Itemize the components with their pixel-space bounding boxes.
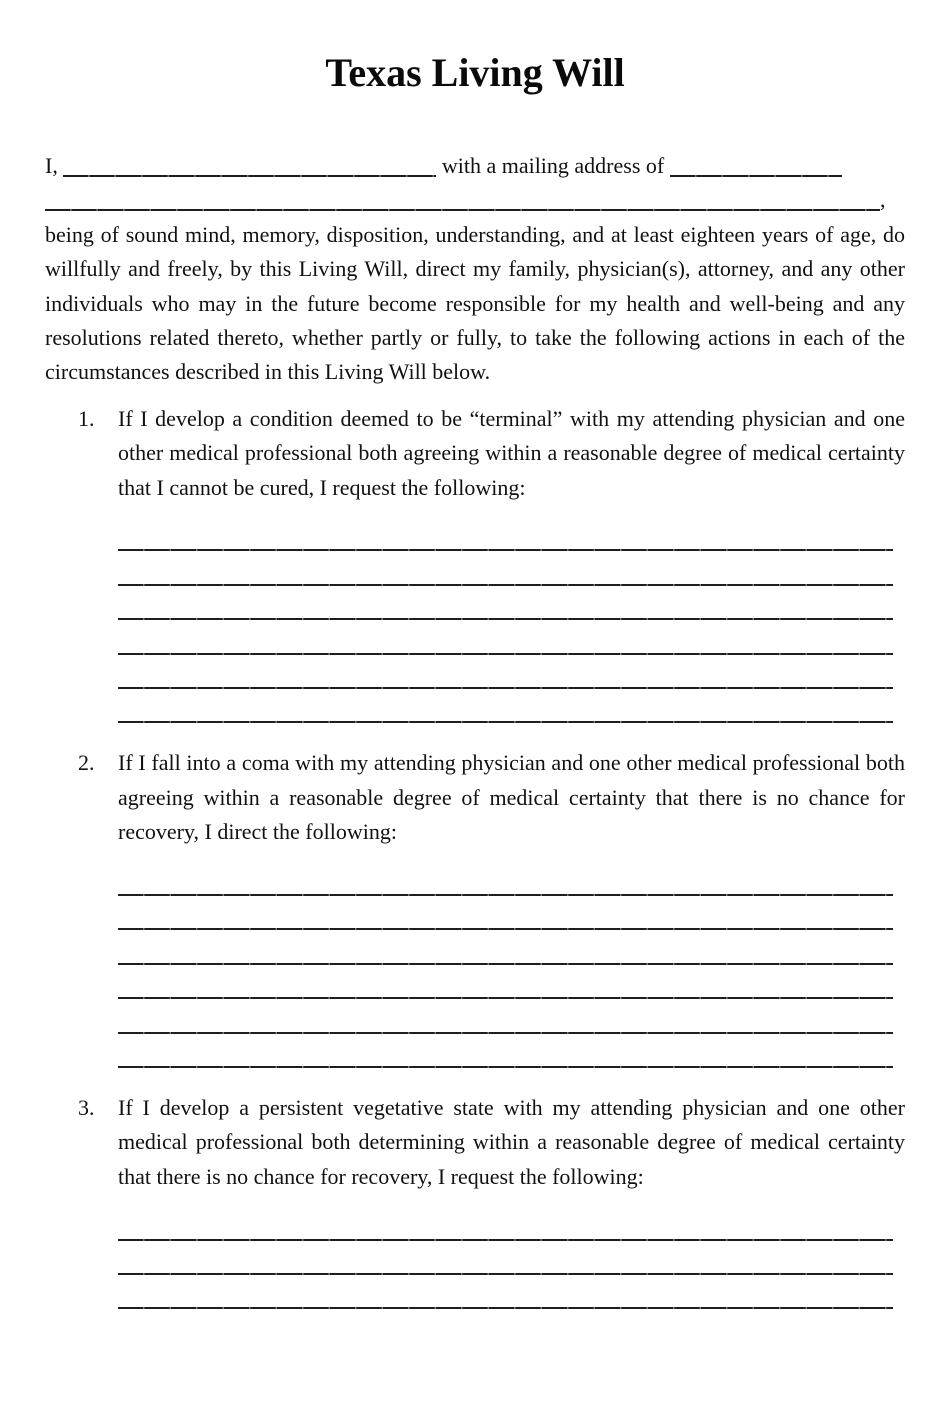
directive-item-row [45,402,905,505]
trailing-comma: , [880,187,886,213]
directive-item-row [45,1091,905,1194]
opening-paragraph [45,149,905,390]
directive-item-row [45,746,905,849]
directive-item [45,402,905,724]
item-number: 2. [78,750,95,776]
document-page [0,50,950,1420]
response-blank-lines [45,517,905,723]
response-blank-line [118,689,893,723]
directive-item [45,746,905,1068]
response-blank-line [118,999,893,1033]
directive-list [45,402,905,1310]
response-blank-line [118,1241,893,1275]
item-number: 3. [78,1094,95,1120]
response-blank-line [118,1034,893,1068]
mailing-address-phrase: with a mailing address of [441,153,665,178]
opening-line-2 [45,183,905,217]
mailing-address-blank-start [670,175,842,177]
response-blank-line [118,862,893,896]
response-blank-lines [45,1206,905,1309]
response-blank-line [118,965,893,999]
mailing-address-blank-continued [45,209,880,211]
item-text: If I develop a condition deemed to be “terminal” with my attending physician and one other medical professional both agreeing within a reasonable degree of medical certainty that I cannot be cured, I request the following: [118,405,905,500]
response-blank-line [118,930,893,964]
directive-item [45,1091,905,1309]
declarant-prefix: I, [45,153,58,178]
response-blank-line [118,896,893,930]
response-blank-line [118,655,893,689]
page-title: Texas Living Will [325,50,625,95]
item-text: If I fall into a coma with my attending physician and one other medical professional both agreeing within a reasonable degree of medical certainty that there is no chance for recovery, I direct the following: [118,750,905,845]
opening-body-text: being of sound mind, memory, disposition, understanding, and at least eighteen years of age, do willfully and freely, by this Living Will, direct my family, physician(s), attorney, and any other individuals who may in the future become responsible for my health and well-being and any resolutions related thereto, whether partly or fully, to take the following actions in each of the circumstances described in this Living Will below. [45,221,905,385]
response-blank-line [118,586,893,620]
item-number: 1. [78,405,95,431]
declarant-name-blank [63,175,436,177]
response-blank-lines [45,862,905,1068]
response-blank-line [118,620,893,654]
response-blank-line [118,551,893,585]
response-blank-line [118,1275,893,1309]
opening-line-1 [45,149,905,183]
response-blank-line [118,1206,893,1240]
item-text: If I develop a persistent vegetative state with my attending physician and one other medical professional both determining within a reasonable degree of medical certainty that there is no chance for recovery, I request the following: [118,1094,905,1189]
response-blank-line [118,517,893,551]
